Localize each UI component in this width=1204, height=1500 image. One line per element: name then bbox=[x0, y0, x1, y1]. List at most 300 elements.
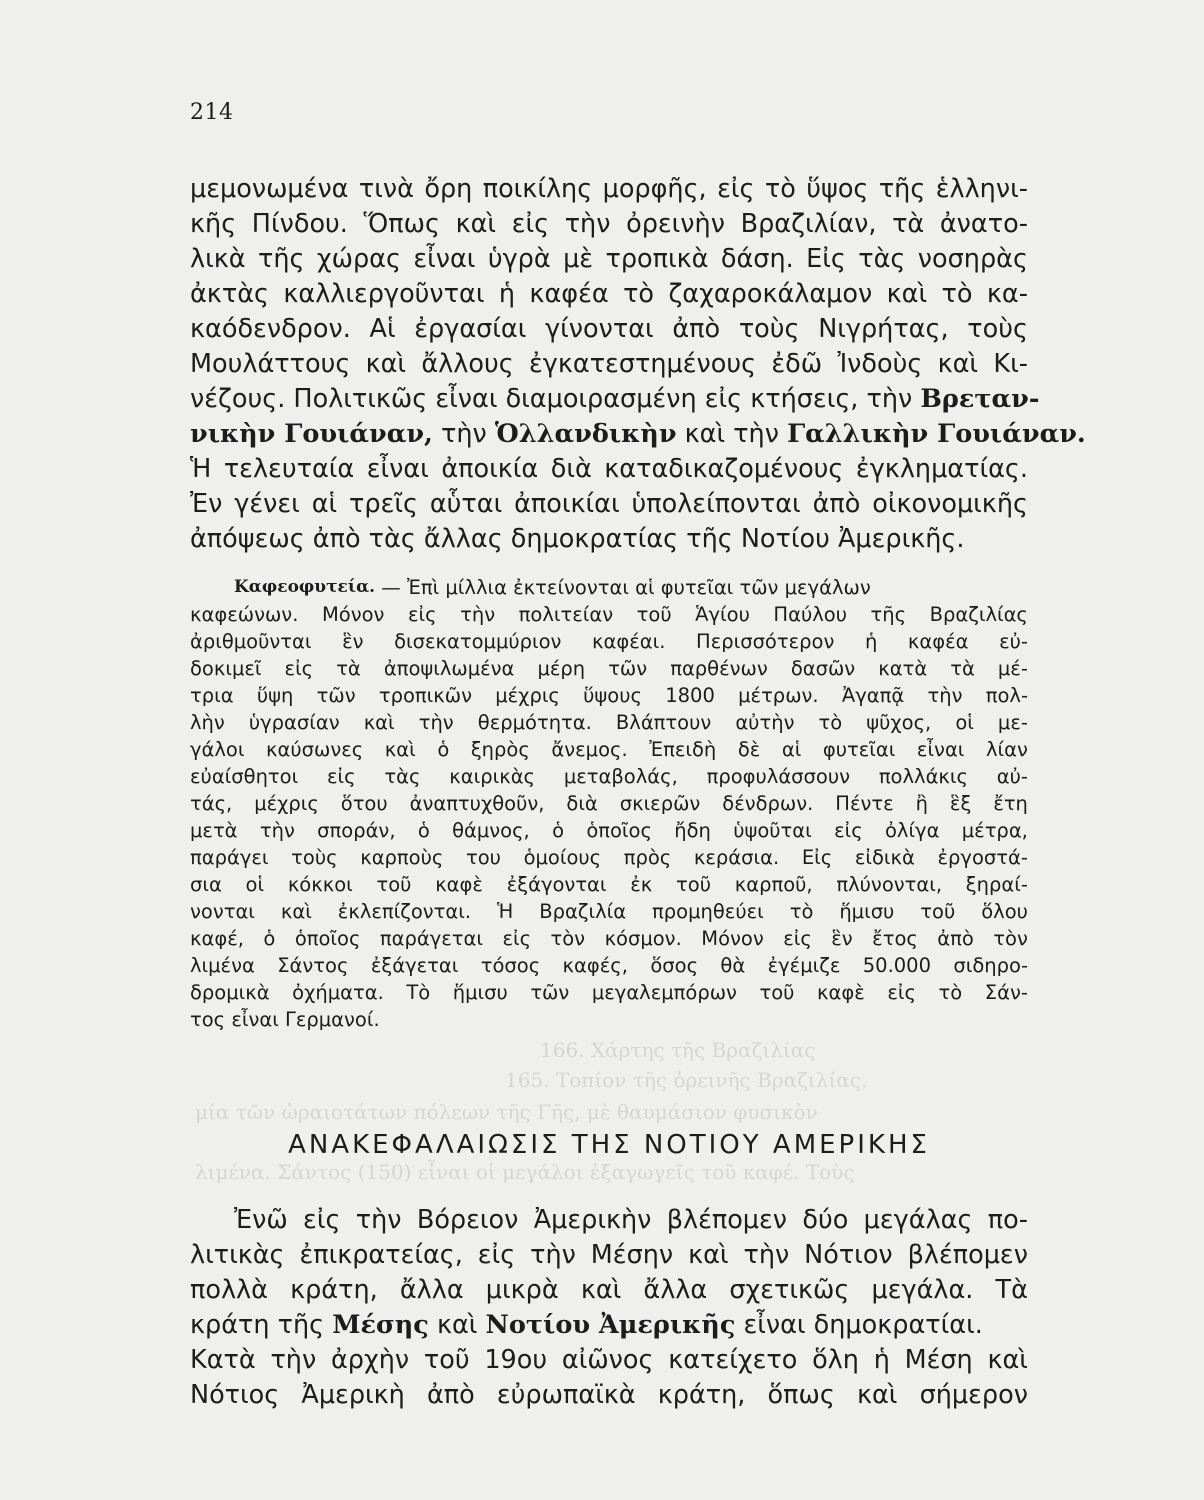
text-line bbox=[190, 682, 1028, 709]
word: εἰς bbox=[511, 209, 550, 239]
word: βλέπομεν bbox=[666, 1205, 788, 1235]
word: μεγάλας bbox=[863, 1205, 973, 1235]
word: εἶναι bbox=[366, 454, 429, 484]
paragraph-coffee-plantation bbox=[190, 574, 1028, 1033]
paragraph-summary bbox=[190, 1203, 1028, 1413]
text-line bbox=[190, 207, 1028, 242]
word: τῆς bbox=[870, 603, 907, 626]
word: ἀρχὴν bbox=[330, 1345, 410, 1375]
word: ἀποικία bbox=[441, 454, 539, 484]
text-line bbox=[190, 736, 1028, 763]
word: ὁποῖος bbox=[586, 819, 652, 842]
word: ἐξάγεται bbox=[370, 954, 459, 977]
word: Κι- bbox=[993, 349, 1028, 379]
word: καὶ bbox=[455, 209, 497, 239]
word: εἰς bbox=[407, 603, 437, 626]
word: καὶ bbox=[384, 738, 416, 761]
word: καὶ bbox=[365, 349, 407, 379]
word: τὸ bbox=[938, 981, 963, 1004]
line-text bbox=[190, 655, 1028, 682]
word: ἄλλους bbox=[421, 349, 514, 379]
word: τοὺς bbox=[967, 314, 1028, 344]
word: ψῦχος, bbox=[866, 711, 932, 734]
word: ἓν bbox=[342, 630, 364, 653]
word: Περισσότερον bbox=[696, 630, 835, 653]
page-number: 214 bbox=[190, 100, 234, 125]
word: ἐγκληματίας. bbox=[855, 454, 1028, 484]
word: Μέση bbox=[904, 1345, 973, 1375]
word: παράγει bbox=[190, 846, 269, 869]
text-line bbox=[190, 574, 1028, 601]
bold-term: Ὁλλανδικὴν bbox=[494, 419, 677, 449]
word: τοῦ bbox=[376, 873, 412, 896]
bold-term: νικὴν Γουιάναν, bbox=[190, 419, 433, 449]
word: τοὺς bbox=[738, 314, 800, 344]
word: ἐργοστά- bbox=[937, 846, 1028, 869]
line-text bbox=[190, 172, 1028, 207]
word: Αἱ bbox=[369, 314, 396, 344]
word: καὶ bbox=[856, 1380, 898, 1410]
word: πολ- bbox=[985, 684, 1028, 707]
line-text: κράτη τῆς bbox=[190, 1310, 333, 1340]
word: Βραζιλία bbox=[539, 900, 627, 923]
text-line bbox=[190, 628, 1028, 655]
word: Νιγρήτας, bbox=[818, 314, 949, 344]
word: μὲ bbox=[563, 244, 594, 274]
word: ὁ bbox=[437, 738, 450, 761]
word: ἀριθμοῦνται bbox=[190, 630, 312, 653]
word: εἶναι bbox=[413, 244, 476, 274]
section-lead-title: Καφεοφυτεία. bbox=[234, 577, 376, 597]
word: καύσωνες bbox=[266, 738, 364, 761]
word: τὸν bbox=[550, 927, 586, 950]
word: εἰς bbox=[303, 1205, 341, 1235]
bold-term: Μέσης bbox=[332, 1310, 429, 1340]
word: ὀρεινὴν bbox=[626, 209, 725, 239]
text-line bbox=[190, 1308, 1028, 1343]
word: κράτη, bbox=[290, 1275, 378, 1305]
text-line bbox=[190, 1006, 1028, 1033]
word: καὶ bbox=[580, 1275, 622, 1305]
line-text: καὶ τὴν bbox=[676, 419, 788, 449]
word: τὴν bbox=[270, 1345, 317, 1375]
line-text bbox=[190, 925, 1028, 952]
word: Μέσην bbox=[590, 1240, 674, 1270]
word: Εἰς bbox=[806, 244, 846, 274]
word: ἡ bbox=[873, 1345, 890, 1375]
word: τὴν bbox=[355, 1205, 402, 1235]
line-text bbox=[190, 709, 1028, 736]
word: τοῦ bbox=[676, 873, 711, 896]
word: ὅλου bbox=[981, 900, 1028, 923]
word: καφέα bbox=[907, 630, 969, 653]
line-text bbox=[190, 207, 1028, 242]
word: χώρας bbox=[316, 244, 401, 274]
text-line bbox=[190, 1378, 1028, 1413]
word: γάλοι bbox=[190, 738, 245, 761]
word: κεράσια. bbox=[693, 846, 780, 869]
word: Ἀμερικὴ bbox=[301, 1380, 405, 1410]
word: τὸ bbox=[941, 279, 973, 309]
line-text bbox=[190, 844, 1028, 871]
word: τὸ bbox=[764, 174, 796, 204]
word: Ἐν bbox=[190, 489, 223, 519]
word: ἡ bbox=[864, 630, 878, 653]
word: Τὸ bbox=[406, 981, 431, 1004]
word: τοὺς bbox=[291, 846, 338, 869]
word: καφές, bbox=[562, 954, 628, 977]
word: Ἐνῶ bbox=[234, 1205, 288, 1235]
word: ὑγρὰ bbox=[487, 244, 551, 274]
word: κῆς bbox=[190, 209, 237, 239]
line-text bbox=[190, 628, 1028, 655]
word: Σάντος bbox=[277, 954, 349, 977]
word: Ἁγίου bbox=[695, 603, 750, 626]
text-line bbox=[190, 242, 1028, 277]
word: ὑψοῦται bbox=[733, 819, 812, 842]
word: τὴν bbox=[460, 603, 496, 626]
word: ὀλίγα bbox=[884, 819, 940, 842]
word: ὀχήματα. bbox=[292, 981, 384, 1004]
line-text bbox=[190, 242, 1028, 277]
line-text bbox=[190, 1273, 1028, 1308]
word: καφέ, bbox=[190, 927, 244, 950]
word: τελευταία bbox=[223, 454, 355, 484]
word: τροπικὰ bbox=[605, 244, 709, 274]
word: Σάν- bbox=[984, 981, 1028, 1004]
text-line bbox=[190, 522, 1028, 557]
word: εὐρωπαϊκὰ bbox=[496, 1380, 636, 1410]
word: κατείχετο bbox=[668, 1345, 798, 1375]
word: ὅσος bbox=[650, 954, 699, 977]
show-through-line-1: μία τῶν ὡραιοτάτων πόλεων τῆς Γῆς, μὲ θαυμάσιον φυσικὸν bbox=[195, 1100, 818, 1124]
word: μικρὰ bbox=[485, 1275, 559, 1305]
word: ἐγέμιζε bbox=[767, 954, 841, 977]
word: κράτη, bbox=[657, 1380, 746, 1410]
word: πολλὰ bbox=[190, 1275, 268, 1305]
word: εἰς bbox=[284, 657, 314, 680]
word: εἰς bbox=[834, 819, 863, 842]
line-text bbox=[190, 979, 1028, 1006]
word: γένει bbox=[234, 489, 300, 519]
word: τῶν bbox=[608, 657, 648, 680]
word: γίνονται bbox=[545, 314, 654, 344]
text-line bbox=[190, 1238, 1028, 1273]
line-text bbox=[190, 790, 1028, 817]
word: καὶ bbox=[363, 711, 395, 734]
word: τοῦ bbox=[920, 900, 956, 923]
word: καὶ bbox=[987, 1345, 1028, 1375]
word: εἰδικὰ bbox=[854, 846, 915, 869]
word: ἀπὸ bbox=[812, 489, 861, 519]
word: Ἡ bbox=[497, 900, 514, 923]
word: βλέπομεν bbox=[907, 1240, 1028, 1270]
word: τὰς bbox=[384, 765, 421, 788]
line-text bbox=[190, 682, 1028, 709]
word: ὕψη bbox=[256, 684, 294, 707]
word: Ὅπως bbox=[363, 209, 440, 239]
line-text: ἀπόψεως ἀπὸ τὰς ἄλλας δημοκρατίας τῆς Νοτίου Ἀμερικῆς. bbox=[190, 524, 965, 554]
word: καόδενδρον. bbox=[190, 314, 351, 344]
word: τῶν bbox=[530, 981, 570, 1004]
word: μεταβολάς, bbox=[563, 765, 678, 788]
word: ἥμισυ bbox=[839, 900, 895, 923]
word: πρὸς bbox=[623, 846, 672, 869]
line-text: τος εἶναι Γερμανοί. bbox=[190, 1008, 380, 1031]
word: ἓξ bbox=[949, 792, 972, 815]
word: ἀπὸ bbox=[426, 1380, 475, 1410]
word: Νότιος bbox=[190, 1380, 280, 1410]
word: Εἰς bbox=[801, 846, 833, 869]
line-text bbox=[190, 1238, 1028, 1273]
word: εἰς bbox=[717, 174, 755, 204]
word: ἤδη bbox=[674, 819, 711, 842]
text-line bbox=[190, 979, 1028, 1006]
word: κατὰ bbox=[878, 657, 928, 680]
word: αὗται bbox=[429, 489, 503, 519]
word: οἱ bbox=[245, 873, 265, 896]
word: τὴν bbox=[927, 684, 963, 707]
word: ἐργασίαι bbox=[414, 314, 527, 344]
word: Ἐπειδὴ bbox=[649, 738, 717, 761]
word: δύο bbox=[802, 1205, 849, 1235]
word: ὅλη bbox=[812, 1345, 859, 1375]
word: καφέα bbox=[529, 279, 609, 309]
word: μορφῆς, bbox=[602, 174, 707, 204]
word: δασῶν bbox=[790, 657, 856, 680]
word: δάση. bbox=[720, 244, 794, 274]
word: καφὲ bbox=[435, 873, 483, 896]
word: εἶναι bbox=[916, 738, 965, 761]
word: τὸ bbox=[818, 711, 843, 734]
word: ὁ bbox=[417, 819, 430, 842]
word: του bbox=[465, 846, 501, 869]
line-text: τὴν bbox=[432, 419, 495, 449]
line-text bbox=[190, 817, 1028, 844]
word: δοκιμεῖ bbox=[190, 657, 262, 680]
word: τοῦ bbox=[423, 1345, 470, 1375]
line-text bbox=[234, 1203, 1028, 1238]
text-line bbox=[190, 347, 1028, 382]
word: Ἰνδοὺς bbox=[837, 349, 923, 379]
line-text bbox=[190, 452, 1028, 487]
word: νοσηρὰς bbox=[917, 244, 1028, 274]
show-through-caption-1: 166. Χάρτης τῆς Βραζιλίας bbox=[540, 1038, 816, 1062]
show-through-line-2: λιμένα. Σάντος (150) εἶναι οἱ μεγάλοι ἐξαγωγεῖς τοῦ καφέ. Τοὺς bbox=[195, 1160, 855, 1184]
word: ὑγρασίαν bbox=[248, 711, 340, 734]
bold-term: Νοτίου Ἀμερικῆς bbox=[485, 1310, 736, 1340]
text-line bbox=[190, 1343, 1028, 1378]
line-text bbox=[190, 736, 1028, 763]
word: Τὰ bbox=[995, 1275, 1028, 1305]
line-text: — Ἐπὶ μίλλια ἐκτείνονται αἱ φυτεῖαι τῶν μεγάλων bbox=[381, 576, 871, 599]
word: τὴν bbox=[743, 1240, 790, 1270]
word: πλύνονται, bbox=[836, 873, 943, 896]
word: οἱ bbox=[955, 711, 974, 734]
word: 1800 bbox=[665, 684, 715, 707]
word: Μόνον bbox=[701, 927, 764, 950]
word: καὶ bbox=[280, 900, 312, 923]
word: σποράν, bbox=[317, 819, 396, 842]
word: ἐξάγονται bbox=[506, 873, 607, 896]
word: Πίνδου. bbox=[251, 209, 348, 239]
word: εὐ- bbox=[999, 630, 1028, 653]
word: καταδικαζομένους bbox=[604, 454, 844, 484]
word: λιτικὰς bbox=[190, 1240, 285, 1270]
word: προμηθεύει bbox=[652, 900, 764, 923]
word: αὐ- bbox=[996, 765, 1028, 788]
word: σιδηρο- bbox=[953, 954, 1028, 977]
word: ἐκλεπίζονται. bbox=[337, 900, 472, 923]
word: ἄνεμος. bbox=[551, 738, 628, 761]
word: τινὰ bbox=[358, 174, 414, 204]
line-text: εἶναι δημοκρατίαι. bbox=[735, 1310, 983, 1340]
word: οἰκονομικῆς bbox=[872, 489, 1028, 519]
word: ὅπως bbox=[767, 1380, 835, 1410]
line-text: νέζους. Πολιτικῶς εἶναι διαμοιρασμένη εἰς κτήσεις, τὴν bbox=[190, 384, 921, 414]
word: τὰ bbox=[336, 657, 361, 680]
word: ὕψους bbox=[583, 684, 642, 707]
word: τὰ bbox=[892, 209, 925, 239]
word: καφέαι. bbox=[592, 630, 666, 653]
word: τὴν bbox=[530, 1240, 576, 1270]
word: κα- bbox=[986, 279, 1028, 309]
text-line bbox=[190, 925, 1028, 952]
text-line bbox=[190, 871, 1028, 898]
word: καφεώνων. bbox=[190, 603, 299, 626]
word: καὶ bbox=[937, 349, 979, 379]
line-text bbox=[190, 1343, 1028, 1378]
word: καφὲ bbox=[817, 981, 865, 1004]
text-line bbox=[190, 172, 1028, 207]
word: εἰς bbox=[887, 981, 916, 1004]
word: ἑλληνι- bbox=[935, 174, 1028, 204]
word: Ἡ bbox=[190, 454, 212, 484]
word: αἱ bbox=[781, 738, 802, 761]
word: διὰ bbox=[566, 792, 598, 815]
word: καλλιεργοῦνται bbox=[283, 279, 485, 309]
word: λίαν bbox=[985, 738, 1028, 761]
word: 19ου bbox=[484, 1345, 548, 1375]
text-line bbox=[190, 382, 1040, 417]
word: μετὰ bbox=[190, 819, 238, 842]
word: εἰς bbox=[327, 765, 356, 788]
word: ὁποῖος bbox=[294, 927, 361, 950]
word: τρεῖς bbox=[349, 489, 418, 519]
text-line bbox=[190, 952, 1028, 979]
word: τρια bbox=[190, 684, 234, 707]
word: ἀκτὰς bbox=[190, 279, 269, 309]
line-text bbox=[190, 312, 1028, 347]
word: ἐκ bbox=[630, 873, 653, 896]
word: τῶν bbox=[316, 684, 356, 707]
word: προφυλάσσουν bbox=[706, 765, 850, 788]
word: καρποὺς bbox=[360, 846, 444, 869]
line-text bbox=[190, 347, 1028, 382]
word: ὁ bbox=[552, 819, 565, 842]
word: ξηρὸς bbox=[470, 738, 530, 761]
paragraph-guiana bbox=[190, 172, 1086, 557]
word: μέτρα, bbox=[961, 819, 1028, 842]
word: Νότιον bbox=[804, 1240, 893, 1270]
word: τὸν bbox=[993, 927, 1028, 950]
word: ἀπὸ bbox=[672, 314, 721, 344]
word: μέχρις bbox=[495, 684, 560, 707]
word: νονται bbox=[190, 900, 255, 923]
word: δένδρων. bbox=[722, 792, 814, 815]
word: καὶ bbox=[886, 279, 928, 309]
text-line bbox=[190, 312, 1028, 347]
word: ἐπικρατείας, bbox=[299, 1240, 463, 1270]
word: δρομικὰ bbox=[190, 981, 270, 1004]
word: Βραζιλίας bbox=[929, 603, 1028, 626]
text-line bbox=[190, 655, 1028, 682]
word: ὄρη bbox=[424, 174, 473, 204]
word: Βραζιλίαν, bbox=[740, 209, 877, 239]
word: παρθένων bbox=[670, 657, 768, 680]
word: σχετικῶς bbox=[729, 1275, 850, 1305]
word: εἰς bbox=[477, 1240, 516, 1270]
word: ἀναπτυχθοῦν, bbox=[409, 792, 545, 815]
word: εὐαίσθητοι bbox=[190, 765, 299, 788]
word: δισεκατομμύριον bbox=[394, 630, 562, 653]
word: ἄλλα bbox=[643, 1275, 708, 1305]
line-text bbox=[190, 1378, 1028, 1413]
word: θάμνος, bbox=[452, 819, 530, 842]
word: ἔτη bbox=[993, 792, 1028, 815]
word: μέ- bbox=[997, 657, 1028, 680]
word: τὴν bbox=[564, 209, 611, 239]
word: Πέντε bbox=[835, 792, 894, 815]
line-text bbox=[190, 952, 1028, 979]
word: ἢ bbox=[915, 792, 928, 815]
text-line bbox=[190, 487, 1028, 522]
word: τάς, bbox=[190, 792, 233, 815]
word: φυτεῖαι bbox=[822, 738, 896, 761]
word: κόσμον. bbox=[604, 927, 682, 950]
text-line bbox=[190, 1203, 1028, 1238]
word: τὰς bbox=[858, 244, 906, 274]
text-line bbox=[190, 898, 1028, 925]
word: εἰς bbox=[783, 927, 812, 950]
word: τὴν bbox=[259, 819, 295, 842]
word: ἄλλα bbox=[399, 1275, 464, 1305]
text-line bbox=[190, 709, 1028, 736]
text-line bbox=[190, 763, 1028, 790]
word: θὰ bbox=[720, 954, 746, 977]
line-text bbox=[190, 871, 1028, 898]
word: διὰ bbox=[550, 454, 592, 484]
word: καιρικὰς bbox=[449, 765, 535, 788]
word: σήμερον bbox=[919, 1380, 1028, 1410]
word: 50.000 bbox=[862, 954, 931, 977]
word: ὑπολείπονται bbox=[631, 489, 801, 519]
text-line bbox=[190, 277, 1028, 312]
word: θερμότητα. bbox=[477, 711, 592, 734]
word: τὴν bbox=[418, 711, 454, 734]
word: παράγεται bbox=[379, 927, 483, 950]
word: ὁμοίους bbox=[523, 846, 602, 869]
word: ὁ bbox=[263, 927, 276, 950]
word: Μουλάττους bbox=[190, 349, 351, 379]
word: πο- bbox=[987, 1205, 1028, 1235]
word: ὅτου bbox=[340, 792, 388, 815]
word: δὲ bbox=[737, 738, 761, 761]
word: λικὰ bbox=[190, 244, 246, 274]
line-text: καὶ bbox=[428, 1310, 486, 1340]
word: ἡ bbox=[498, 279, 516, 309]
word: ἓν bbox=[831, 927, 853, 950]
